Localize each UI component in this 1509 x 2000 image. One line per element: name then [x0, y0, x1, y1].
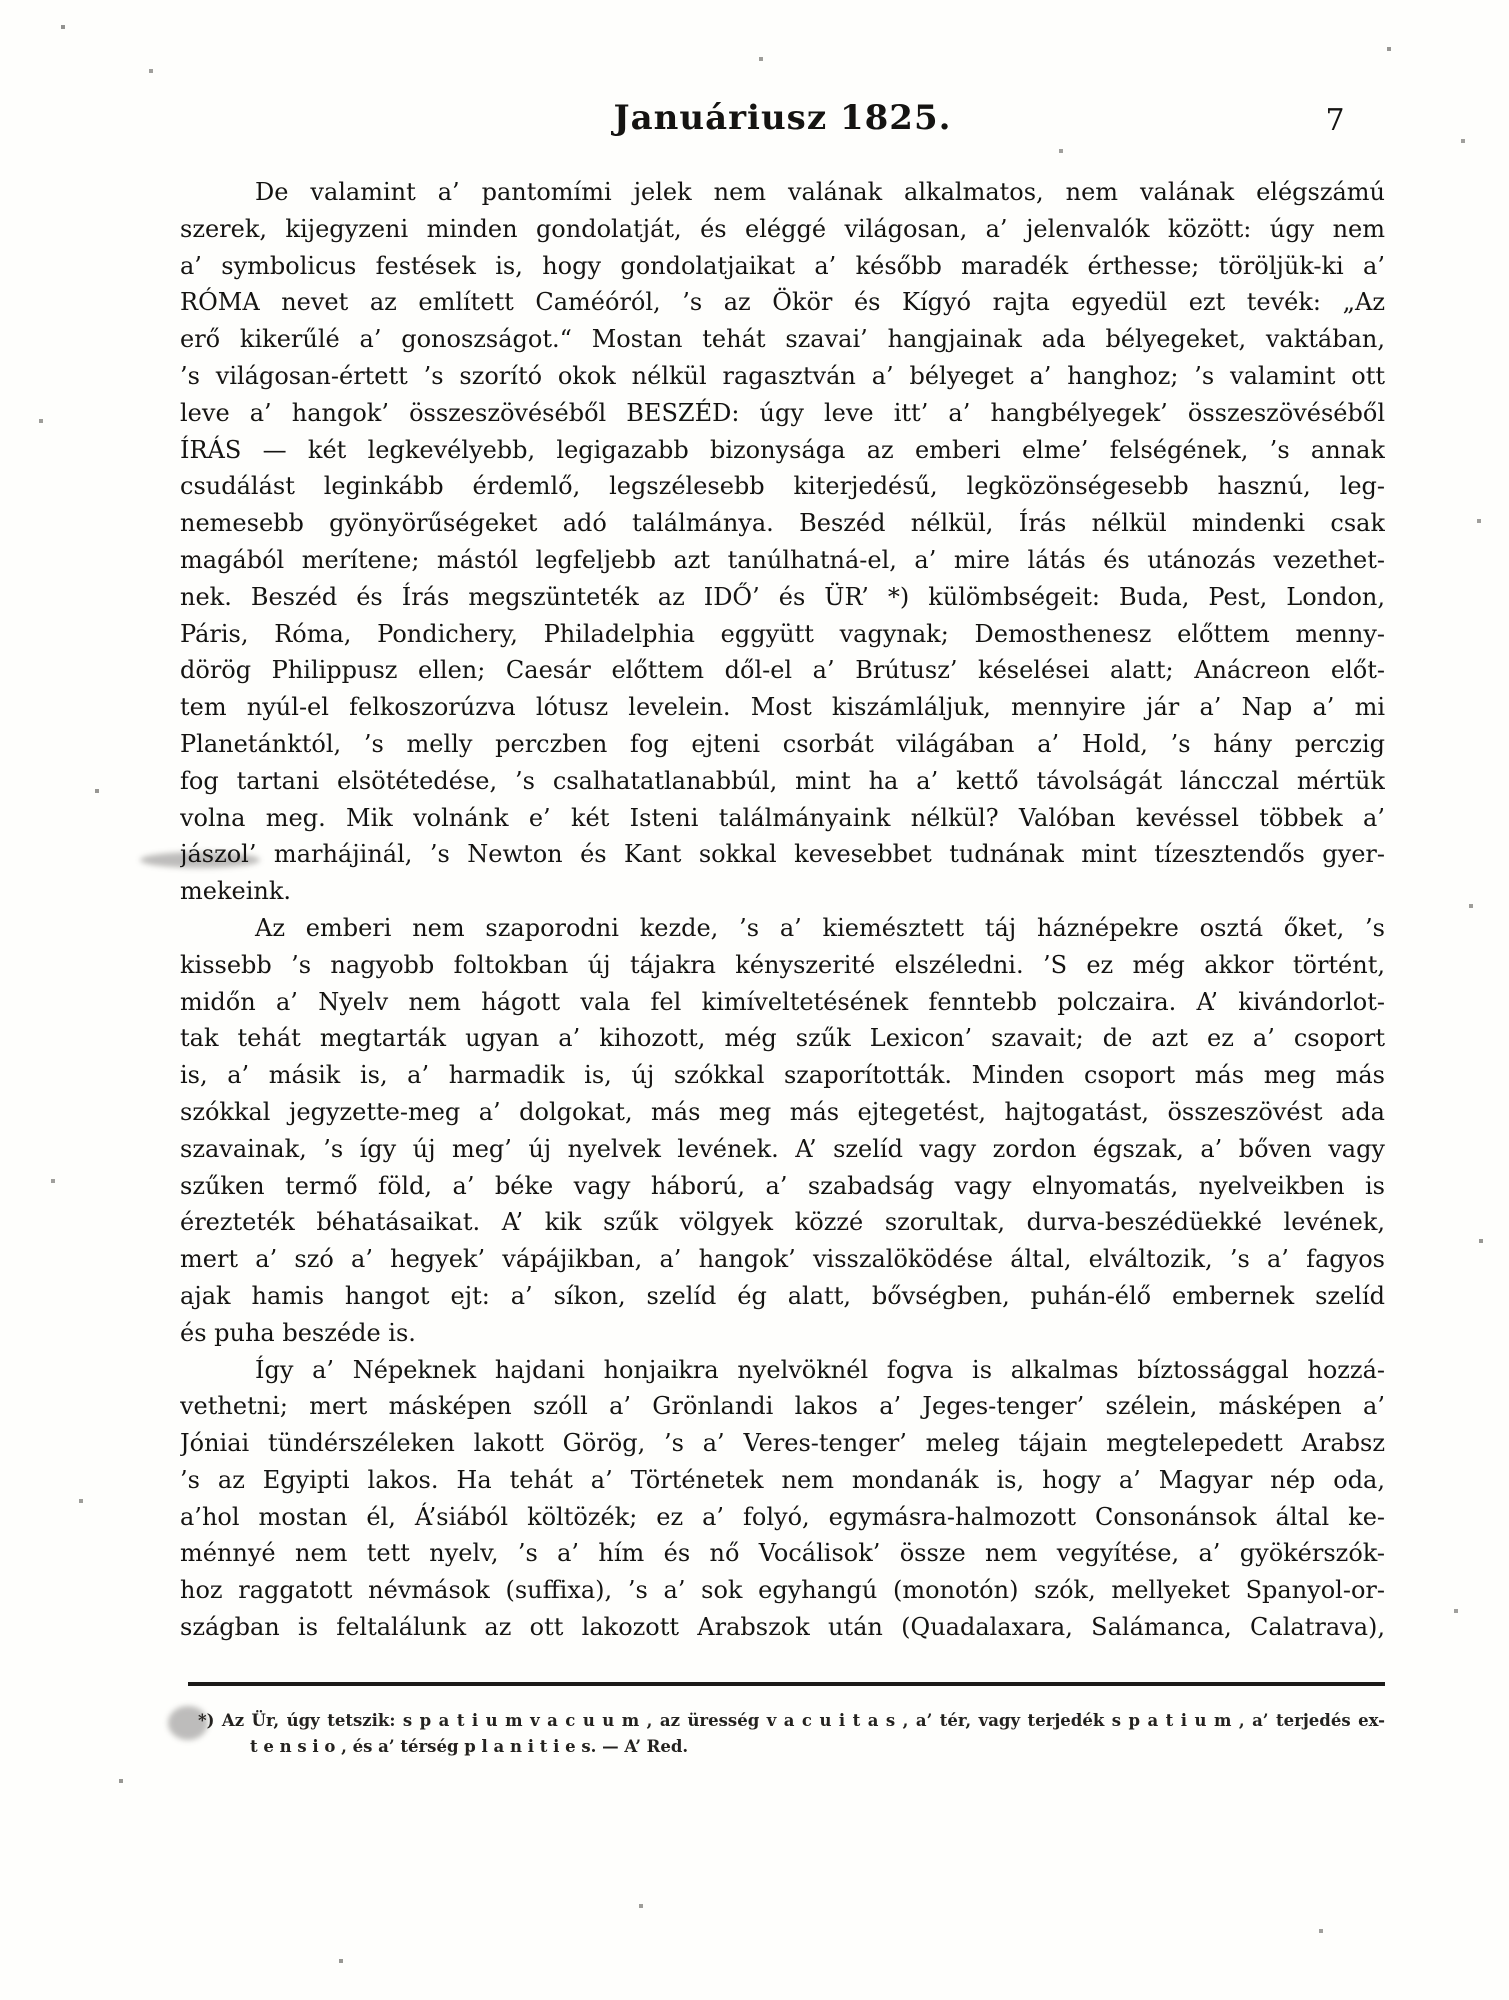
body-text-line: midőn a’ Nyelv nem hágott vala fel kimíveltetésének fenntebb polczaira. A’ kivándorlot- — [180, 987, 1385, 1016]
body-text-line: tem nyúl-el felkoszorúzva lótusz levelein. Most kiszámláljuk, mennyire jár a’ Nap a’ mi — [180, 693, 1385, 722]
footnote-block — [198, 1708, 1385, 1760]
body-text-line: ’s világosan-értett ’s szorító okok nélkül ragasztván a’ bélyeget a’ hanghoz; ’s valamint ott — [180, 361, 1385, 390]
body-text-line: csudálást leginkább érdemlő, legszélesebb kiterjedésű, legközönségesebb hasznú, leg- — [180, 472, 1385, 501]
body-text-line: és puha beszéde is. — [180, 1318, 416, 1347]
body-text-line: Jóniai tündérszéleken lakott Görög, ’s a’ Veres-tenger’ meleg tájain megtelepedett Arabsz — [180, 1429, 1385, 1458]
body-text-line: De valamint a’ pantomími jelek nem valának alkalmatos, nem valának elégszámú — [255, 178, 1385, 206]
footnote-text-line: *) Az Ür, úgy tetszik: s p a t i u m v a c u u m , az üresség v a c u i t a s , a’ tér, vagy terjedék s p a t i u m , a’ terjedés ex- — [198, 1711, 1385, 1730]
body-text-line: ÍRÁS — két legkevélyebb, legigazabb bizonysága az emberi elme’ felségének, ’s annak — [180, 435, 1385, 464]
body-text-line: mekeink. — [180, 877, 292, 906]
body-text-line: érezteték béhatásaikat. A’ kik szűk völgyek közzé szorultak, durva-beszédüekké levének, — [180, 1208, 1385, 1237]
body-text-line: Így a’ Népeknek hajdani honjaikra nyelvöknél fogva is alkalmas bíztossággal hozzá- — [255, 1355, 1385, 1384]
footnote-text-line: t e n s i o , és a’ térség p l a n i t i e s. — A’ Red. — [250, 1737, 689, 1756]
body-text-line: a’ symbolicus festések is, hogy gondolatjaikat a’ később maradék érthesse; töröljük-ki a’ — [180, 251, 1385, 280]
body-text-line: erő kikerűlé a’ gonoszságot.“ Mostan tehát szavai’ hangjainak ada bélyegeket, vaktában, — [180, 325, 1385, 354]
body-text-line: ’s az Egyipti lakos. Ha tehát a’ Történetek nem mondanák is, hogy a’ Magyar nép oda, — [180, 1465, 1385, 1494]
scan-noise-speckles — [0, 0, 2, 2]
body-text-line: magából merítene; mástól legfeljebb azt tanúlhatná-el, a’ mire látás és utánozás vezethet- — [180, 545, 1385, 574]
body-text-line: volna meg. Mik volnánk e’ két Isteni találmányaink nélkül? Valóban kevéssel többek a’ — [180, 803, 1385, 832]
body-text-line: nemesebb gyönyörűségeket adó találmánya. Beszéd nélkül, Írás nélkül mindenki csak — [180, 509, 1385, 538]
body-text-line: szerek, kijegyzeni minden gondolatját, és eléggé világosan, a’ jelenvalók között: úgy nem — [180, 214, 1385, 243]
body-text-line: Az emberi nem szaporodni kezde, ’s a’ kiemésztett táj háznépekre osztá őket, ’s — [255, 913, 1385, 942]
body-text-line: ménnyé nem tett nyelv, ’s a’ hím és nő Vocálisok’ össze nem vegyítése, a’ gyökérszók- — [180, 1539, 1385, 1568]
body-text-line: ajak hamis hangot ejt: a’ síkon, szelíd ég alatt, bővségben, puhán-élő embernek szelíd — [180, 1281, 1385, 1310]
running-header-title: Januáriusz 1825. — [613, 98, 952, 138]
body-text-line: nek. Beszéd és Írás megszünteték az IDŐ’ és ÜR’ *) külömbségeit: Buda, Pest, London, — [180, 582, 1385, 611]
body-text-line: szókkal jegyzette-meg a’ dolgokat, más meg más ejtegetést, hajtogatást, összeszövést ada — [180, 1097, 1385, 1126]
body-text-line: szágban is feltalálunk az ott lakozott Arabszok után (Quadalaxara, Salámanca, Calatrava), — [180, 1613, 1385, 1642]
body-text-line: kissebb ’s nagyobb foltokban új tájakra kényszerité elszéledni. ’S ez még akkor történt, — [180, 950, 1385, 979]
body-text-line: leve a’ hangok’ összeszövéséből BESZÉD: úgy leve itt’ a’ hangbélyegek’ összeszövéséből — [180, 398, 1385, 427]
body-text-line: szűken termő föld, a’ béke vagy háború, a’ szabadság vagy elnyomatás, nyelveikben is — [180, 1171, 1385, 1200]
body-text-line: dörög Philippusz ellen; Caesár előttem dől-el a’ Brútusz’ késelései alatt; Anácreon előt- — [180, 656, 1385, 685]
footnote-divider-rule — [188, 1682, 1385, 1686]
body-text-line: is, a’ másik is, a’ harmadik is, új szókkal szaporították. Minden csoport más meg más — [180, 1061, 1385, 1090]
body-text-line: hoz raggatott névmások (suffixa), ’s a’ sok egyhangú (monotón) szók, mellyeket Spanyol-or- — [180, 1576, 1385, 1605]
body-text-block — [180, 174, 1385, 1646]
body-text-line: a’hol mostan él, Á’siából költözék; ez a’ folyó, egymásra-halmozott Consonánsok által ke- — [180, 1502, 1385, 1531]
body-text-line: vethetni; mert másképen szóll a’ Grönlandi lakos a’ Jeges-tenger’ szélein, másképen a’ — [180, 1392, 1385, 1421]
body-text-line: szavainak, ’s így új meg’ új nyelvek levének. A’ szelíd vagy zordon égszak, a’ bőven vagy — [180, 1134, 1385, 1163]
body-text-line: Planetánktól, ’s melly perczben fog ejteni csorbát világában a’ Hold, ’s hány perczig — [180, 729, 1385, 758]
body-text-line: Páris, Róma, Pondichery, Philadelphia eggyütt vagynak; Demosthenesz előttem menny- — [180, 619, 1385, 648]
body-text-line: mert a’ szó a’ hegyek’ vápájikban, a’ hangok’ visszalöködése által, elváltozik, ’s a’ fagyos — [180, 1245, 1385, 1274]
body-text-line: tak tehát megtarták ugyan a’ kihozott, még szűk Lexicon’ szavait; de azt ez a’ csoport — [180, 1024, 1385, 1053]
page-number: 7 — [1325, 103, 1345, 138]
body-text-line: jászol’ marhájinál, ’s Newton és Kant sokkal kevesebbet tudnának mint tízesztendős gyer- — [180, 840, 1385, 869]
body-text-line: RÓMA nevet az említett Caméóról, ’s az Ökör és Kígyó rajta egyedül ezt tevék: „Az — [180, 288, 1385, 317]
body-text-line: fog tartani elsötétedése, ’s csalhatatlanabbúl, mint ha a’ kettő távolságát láncczal mértük — [180, 766, 1385, 795]
